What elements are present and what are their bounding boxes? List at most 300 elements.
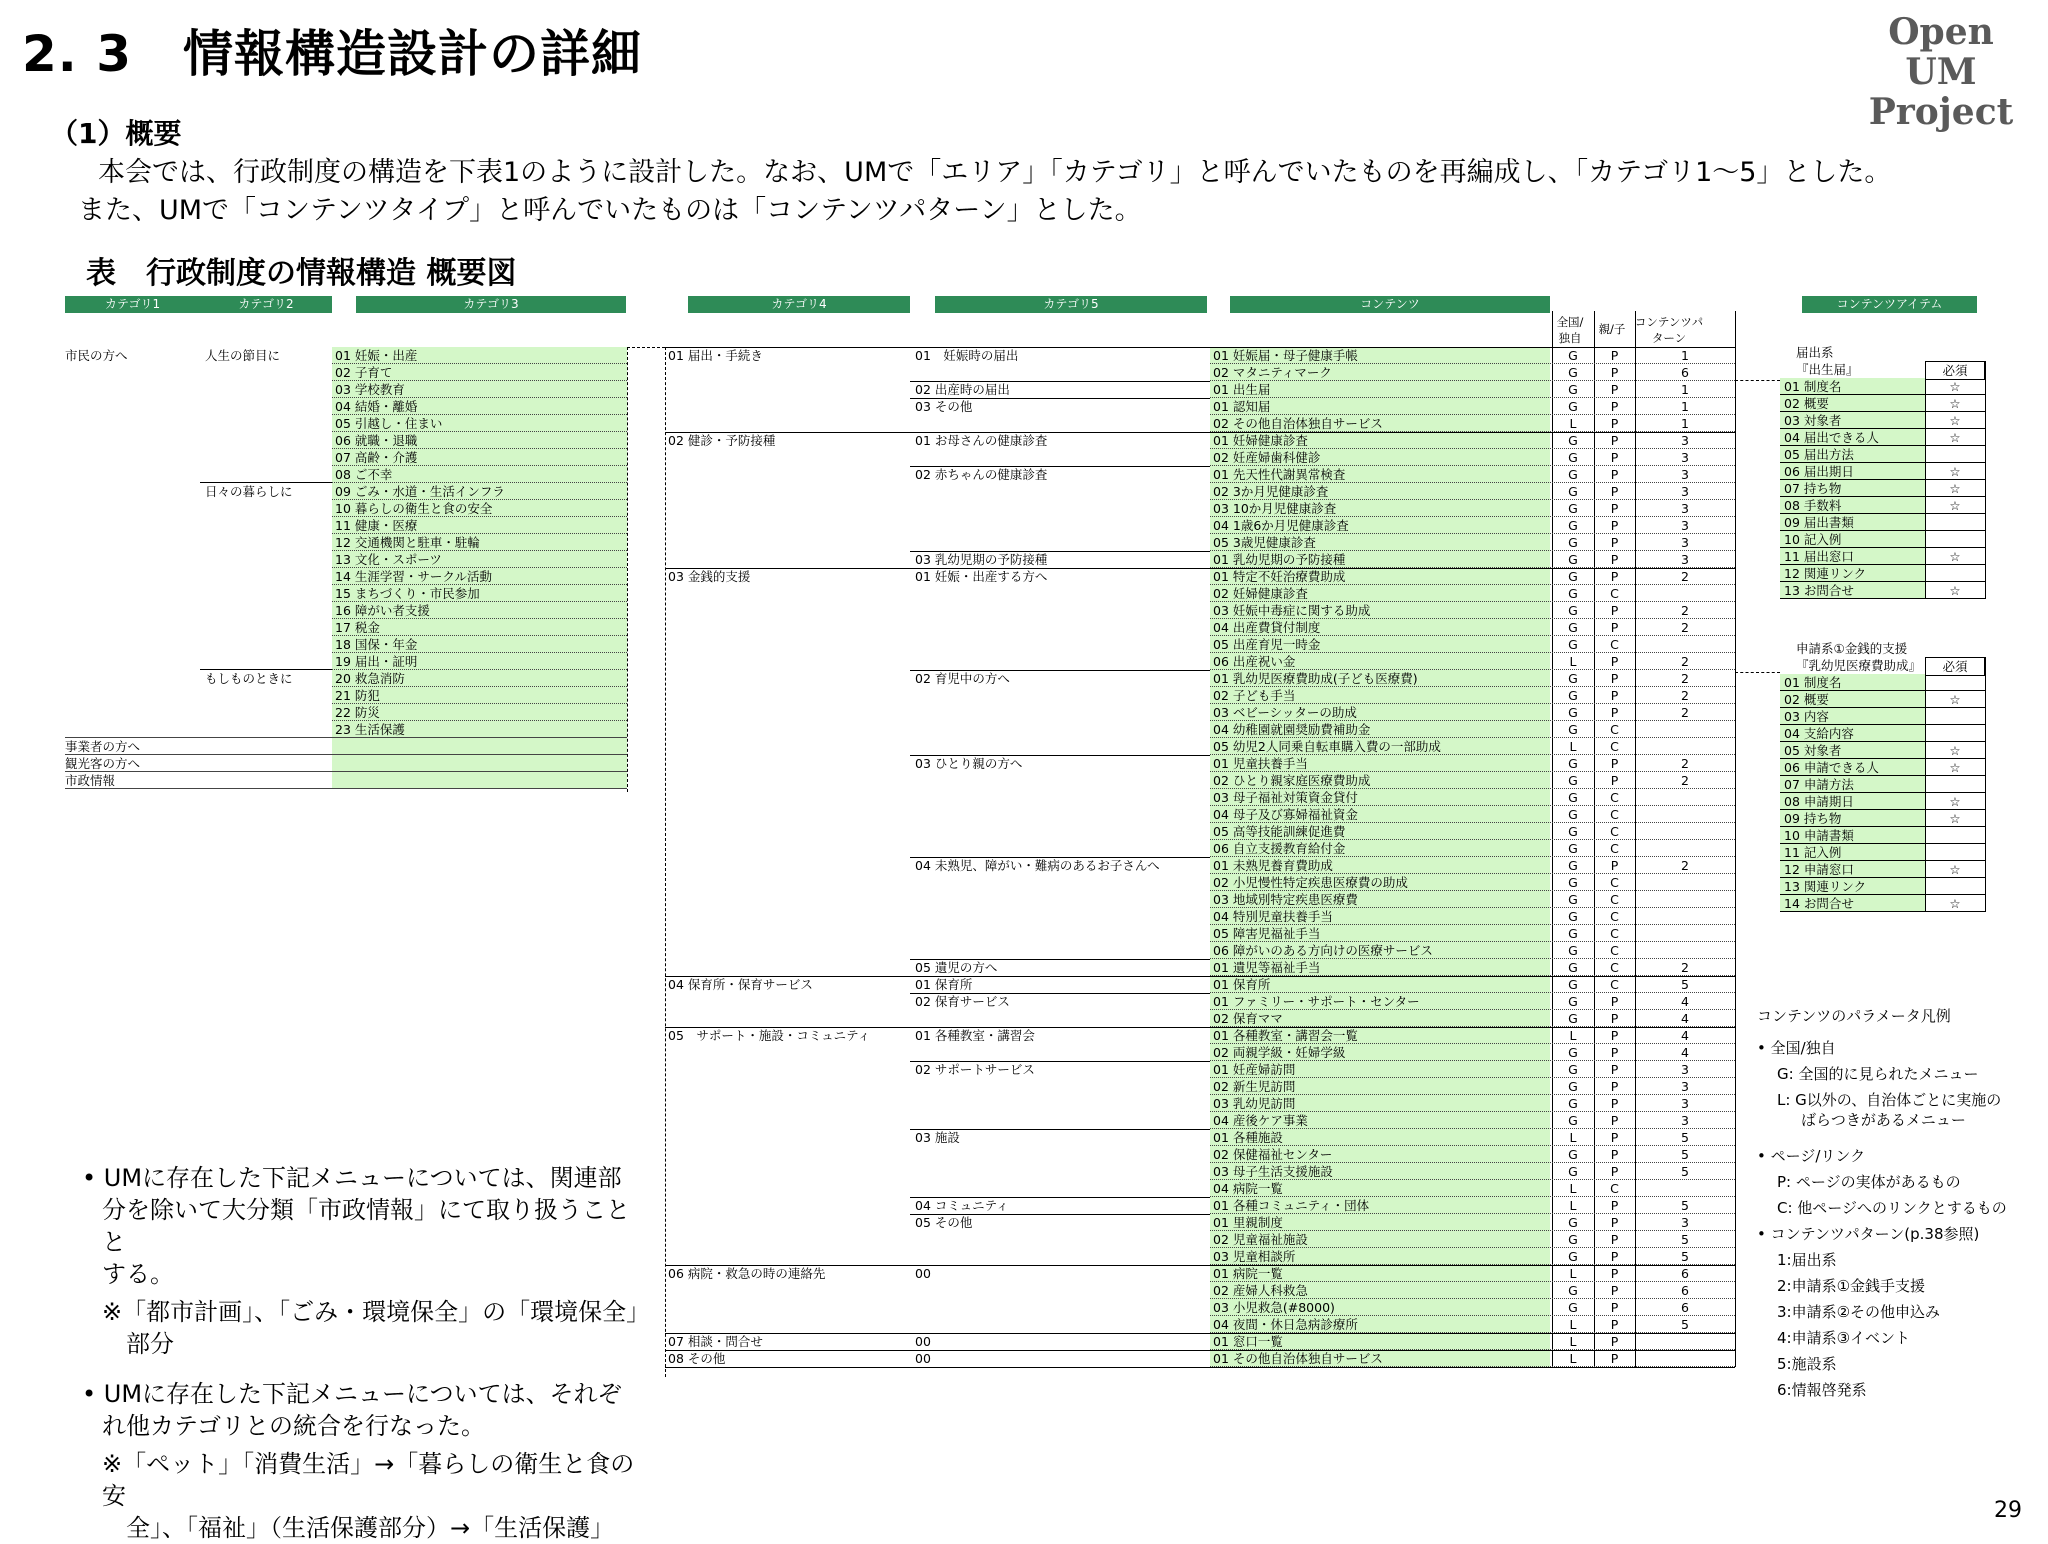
item-label: 07 持ち物 <box>1784 481 1842 496</box>
content-zenkoku: G <box>1568 1045 1578 1060</box>
open-um-project-logo <box>1852 12 2030 132</box>
content-oyako: P <box>1610 1147 1619 1162</box>
content-pattern: 3 <box>1681 1215 1689 1230</box>
content-label: 03 児童相談所 <box>1213 1249 1296 1264</box>
content-oyako: P <box>1610 1351 1619 1366</box>
content-zenkoku: G <box>1568 1215 1578 1230</box>
content-zenkoku: G <box>1568 756 1578 771</box>
content-oyako: P <box>1610 484 1619 499</box>
content-zenkoku: L <box>1569 739 1577 754</box>
content-zenkoku: G <box>1568 858 1578 873</box>
content-zenkoku: G <box>1568 1062 1578 1077</box>
item-label: 07 申請方法 <box>1784 777 1854 792</box>
content-oyako: P <box>1610 1096 1619 1111</box>
content-label: 02 保育ママ <box>1213 1011 1283 1026</box>
cat5-label: 01 妊娠・出産する方へ <box>915 569 1048 584</box>
content-zenkoku: G <box>1568 382 1578 397</box>
content-label: 03 母子生活支援施設 <box>1213 1164 1333 1179</box>
cat5-label: 02 育児中の方へ <box>915 671 1010 686</box>
content-items-medical <box>1780 640 1980 920</box>
content-zenkoku: G <box>1568 1079 1578 1094</box>
connector-dash <box>665 347 666 1377</box>
content-label: 02 妊産婦歯科健診 <box>1213 450 1321 465</box>
content-oyako: P <box>1610 858 1619 873</box>
content-label: 01 病院一覧 <box>1213 1266 1283 1281</box>
content-pattern: 3 <box>1681 1062 1689 1077</box>
content-pattern: 4 <box>1681 994 1689 1009</box>
content-zenkoku: L <box>1569 654 1577 669</box>
content-zenkoku: G <box>1568 1164 1578 1179</box>
content-oyako: P <box>1610 1232 1619 1247</box>
cat5-label: 02 サポートサービス <box>915 1062 1035 1077</box>
content-pattern: 2 <box>1681 858 1689 873</box>
content-oyako: C <box>1610 586 1619 601</box>
content-label: 04 出産費貸付制度 <box>1213 620 1321 635</box>
content-label: 01 ファミリー・サポート・センター <box>1213 994 1420 1009</box>
content-label: 04 母子及び寡婦福祉資金 <box>1213 807 1358 822</box>
content-pattern: 3 <box>1681 433 1689 448</box>
content-oyako: P <box>1610 603 1619 618</box>
content-label: 04 病院一覧 <box>1213 1181 1283 1196</box>
content-label: 01 遺児等福祉手当 <box>1213 960 1321 975</box>
content-oyako: C <box>1610 824 1619 839</box>
note3-line1: • UMに存在した下記メニューについては、それぞ <box>82 1380 622 1408</box>
content-label: 01 保育所 <box>1213 977 1271 992</box>
column-line <box>1925 378 1926 599</box>
content-oyako: C <box>1610 875 1619 890</box>
cat5-label: 04 コミュニティ <box>915 1198 1009 1213</box>
content-pattern: 5 <box>1681 1232 1689 1247</box>
legend-title: コンテンツのパラメータ凡例 <box>1757 1007 1951 1025</box>
content-oyako: P <box>1610 1317 1619 1332</box>
required-header: 必須 <box>1925 657 1985 676</box>
content-label: 01 里親制度 <box>1213 1215 1283 1230</box>
content-label: 06 出産祝い金 <box>1213 654 1296 669</box>
cat3-label: 10 暮らしの衛生と食の安全 <box>335 501 493 516</box>
column-line <box>1985 657 1986 912</box>
content-zenkoku: G <box>1568 994 1578 1009</box>
cat3-label: 06 就職・退職 <box>335 433 418 448</box>
content-pattern: 5 <box>1681 1249 1689 1264</box>
note2-line1: ※「都市計画」、「ごみ・環境保全」の「環境保全」 <box>102 1298 651 1326</box>
content-pattern: 3 <box>1681 535 1689 550</box>
content-zenkoku: G <box>1568 569 1578 584</box>
content-zenkoku: G <box>1568 535 1578 550</box>
cat3-label: 21 防犯 <box>335 688 380 703</box>
header-cat1: カテゴリ1 <box>65 296 200 313</box>
item-label: 05 対象者 <box>1784 743 1842 758</box>
content-oyako: P <box>1610 1215 1619 1230</box>
content-oyako: P <box>1610 1062 1619 1077</box>
content-oyako: C <box>1610 926 1619 941</box>
item-label: 10 申請書類 <box>1784 828 1854 843</box>
content-zenkoku: G <box>1568 467 1578 482</box>
cat3-label: 17 税金 <box>335 620 380 635</box>
content-oyako: P <box>1610 1334 1619 1349</box>
content-oyako: P <box>1610 1045 1619 1060</box>
content-zenkoku: G <box>1568 773 1578 788</box>
content-zenkoku: G <box>1568 875 1578 890</box>
content-pattern: 4 <box>1681 1011 1689 1026</box>
item-label: 06 届出期日 <box>1784 464 1854 479</box>
content-label: 04 特別児童扶養手当 <box>1213 909 1333 924</box>
legend-p3: 3:申請系②その他申込み <box>1777 1303 1941 1321</box>
page-title: 2. 3 情報構造設計の詳細 <box>22 25 642 83</box>
cat5-label: 01 お母さんの健康診査 <box>915 433 1048 448</box>
cat3-label: 09 ごみ・水道・生活インフラ <box>335 484 505 499</box>
content-zenkoku: L <box>1569 1028 1577 1043</box>
item-label: 01 制度名 <box>1784 379 1842 394</box>
cat5-label: 03 乳幼児期の予防接種 <box>915 552 1048 567</box>
group-divider <box>200 482 332 483</box>
content-zenkoku: G <box>1568 1011 1578 1026</box>
content-label: 03 地域別特定疾患医療費 <box>1213 892 1358 907</box>
item-label: 03 対象者 <box>1784 413 1842 428</box>
item-label: 02 概要 <box>1784 396 1829 411</box>
item-required-star: ☆ <box>1949 430 1961 445</box>
legend-g: G: 全国的に見られたメニュー <box>1777 1065 1979 1083</box>
item-required-star: ☆ <box>1949 396 1961 411</box>
content-pattern: 2 <box>1681 603 1689 618</box>
note1-line3: する。 <box>102 1260 174 1288</box>
content-label: 02 子ども手当 <box>1213 688 1296 703</box>
connector-dash <box>1735 672 1780 673</box>
content-zenkoku: G <box>1568 892 1578 907</box>
content-oyako: P <box>1610 1300 1619 1315</box>
content-label: 01 その他自治体独自サービス <box>1213 1351 1383 1366</box>
table-row <box>65 738 627 755</box>
content-oyako: C <box>1610 722 1619 737</box>
cat2-label: もしものときに <box>205 671 293 686</box>
content-pattern: 2 <box>1681 671 1689 686</box>
cat3-label: 12 交通機関と駐車・駐輪 <box>335 535 480 550</box>
content-pattern: 3 <box>1681 518 1689 533</box>
cat3-label: 16 障がい者支援 <box>335 603 430 618</box>
cat5-label: 03 その他 <box>915 399 973 414</box>
content-pattern: 2 <box>1681 569 1689 584</box>
content-zenkoku: G <box>1568 433 1578 448</box>
note1-line1: • UMに存在した下記メニューについては、関連部 <box>82 1164 622 1192</box>
item-label: 05 届出方法 <box>1784 447 1854 462</box>
content-pattern: 3 <box>1681 484 1689 499</box>
item-required-star: ☆ <box>1949 549 1961 564</box>
page-number: 29 <box>1994 1498 2022 1523</box>
content-oyako: P <box>1610 1164 1619 1179</box>
cat5-label: 01 妊娠時の届出 <box>915 348 1019 363</box>
items-title2: 『乳幼児医療費助成』 <box>1796 658 1922 673</box>
content-label: 02 新生児訪問 <box>1213 1079 1296 1094</box>
header-zenkoku: 全国/独自 <box>1556 315 1584 345</box>
content-label: 05 障害児福祉手当 <box>1213 926 1321 941</box>
content-oyako: P <box>1610 450 1619 465</box>
intro-line1: 本会では、行政制度の構造を下表1のように設計した。なお、UMで「エリア」「カテゴリ」と呼んでいたものを再編成し、「カテゴリ1～5」とした。 <box>98 157 1892 188</box>
cat3-label: 08 ご不幸 <box>335 467 393 482</box>
cat5-label: 00 <box>915 1334 931 1349</box>
content-label: 03 ベビーシッターの助成 <box>1213 705 1357 720</box>
cat1-label: 市政情報 <box>65 773 116 788</box>
content-zenkoku: G <box>1568 501 1578 516</box>
content-oyako: P <box>1610 1028 1619 1043</box>
content-zenkoku: G <box>1568 365 1578 380</box>
legend <box>1757 1006 2007 1400</box>
item-label: 12 申請窓口 <box>1784 862 1854 877</box>
note1-line2: 分を除いて大分類「市政情報」にて取り扱うことと <box>102 1196 630 1256</box>
item-label: 04 支給内容 <box>1784 726 1854 741</box>
content-zenkoku: L <box>1569 1198 1577 1213</box>
content-zenkoku: G <box>1568 1300 1578 1315</box>
content-label: 01 各種施設 <box>1213 1130 1283 1145</box>
header-pattern: コンテンツパターン <box>1634 315 1704 345</box>
legend-p2: 2:申請系①金銭手支援 <box>1777 1277 1926 1295</box>
content-oyako: C <box>1610 807 1619 822</box>
item-label: 13 関連リンク <box>1784 879 1867 894</box>
content-label: 01 特定不妊治療費助成 <box>1213 569 1346 584</box>
connector-dash <box>627 347 665 348</box>
item-label: 11 記入例 <box>1784 845 1842 860</box>
required-header: 必須 <box>1925 361 1985 380</box>
content-oyako: P <box>1610 501 1619 516</box>
item-label: 11 届出窓口 <box>1784 549 1854 564</box>
content-label: 03 母子福祉対策資金貸付 <box>1213 790 1358 805</box>
cat4-label: 07 相談・問合せ <box>668 1334 763 1349</box>
items-title1: 申請系①金銭的支援 <box>1796 641 1908 656</box>
content-label: 06 障がいのある方向けの医療サービス <box>1213 943 1433 958</box>
content-zenkoku: G <box>1568 1113 1578 1128</box>
table-title: 表 行政制度の情報構造 概要図 <box>86 256 517 291</box>
column-line <box>1985 361 1986 599</box>
header-contents: コンテンツ <box>1230 296 1550 313</box>
content-oyako: P <box>1610 467 1619 482</box>
item-required-star: ☆ <box>1949 498 1961 513</box>
logo-line1: Open UM <box>1888 11 1994 93</box>
content-pattern: 5 <box>1681 1147 1689 1162</box>
content-zenkoku: L <box>1569 416 1577 431</box>
item-label: 14 お問合せ <box>1784 896 1854 911</box>
legend-l2: ばらつきがあるメニュー <box>1801 1111 1966 1129</box>
item-required-star: ☆ <box>1949 743 1961 758</box>
content-oyako: C <box>1610 841 1619 856</box>
content-oyako: P <box>1610 1011 1619 1026</box>
content-pattern: 4 <box>1681 1045 1689 1060</box>
main-table <box>665 347 1735 1377</box>
cat2-label: 人生の節目に <box>205 348 281 363</box>
cat5-label: 00 <box>915 1266 931 1281</box>
content-pattern: 4 <box>1681 1028 1689 1043</box>
content-label: 01 乳幼児医療費助成(子ども医療費) <box>1213 671 1418 686</box>
cat3-label: 02 子育て <box>335 365 393 380</box>
content-zenkoku: G <box>1568 943 1578 958</box>
cat3-label: 23 生活保護 <box>335 722 405 737</box>
content-label: 01 児童扶養手当 <box>1213 756 1308 771</box>
content-pattern: 6 <box>1681 1300 1689 1315</box>
content-oyako: P <box>1610 773 1619 788</box>
content-oyako: P <box>1610 705 1619 720</box>
content-label: 01 先天性代謝異常検査 <box>1213 467 1346 482</box>
cat3-label: 11 健康・医療 <box>335 518 418 533</box>
column-line <box>1925 674 1926 912</box>
cat5-label: 02 保育サービス <box>915 994 1010 1009</box>
content-label: 02 妊婦健康診査 <box>1213 586 1308 601</box>
content-oyako: P <box>1610 688 1619 703</box>
column-line <box>1735 311 1736 1367</box>
legend-p6: 6:情報啓発系 <box>1777 1381 1867 1399</box>
content-zenkoku: L <box>1569 1130 1577 1145</box>
legend-bullet-pattern: • コンテンツパターン(p.38参照) <box>1757 1225 1980 1243</box>
content-label: 01 乳幼児期の予防接種 <box>1213 552 1346 567</box>
content-oyako: P <box>1610 1079 1619 1094</box>
content-zenkoku: G <box>1568 399 1578 414</box>
content-label: 01 出生届 <box>1213 382 1271 397</box>
content-oyako: C <box>1610 637 1619 652</box>
content-label: 02 小児慢性特定疾患医療費の助成 <box>1213 875 1408 890</box>
items-title1: 届出系 <box>1796 345 1834 360</box>
content-label: 02 保健福祉センター <box>1213 1147 1333 1162</box>
content-pattern: 3 <box>1681 1113 1689 1128</box>
content-zenkoku: G <box>1568 807 1578 822</box>
left-table <box>65 347 627 792</box>
content-zenkoku: G <box>1568 1147 1578 1162</box>
header-cat2: カテゴリ2 <box>200 296 332 313</box>
content-label: 01 未熟児養育費助成 <box>1213 858 1333 873</box>
content-pattern: 2 <box>1681 773 1689 788</box>
content-pattern: 6 <box>1681 1283 1689 1298</box>
content-items-birth <box>1780 344 1980 604</box>
cat4-label: 01 届出・手続き <box>668 348 763 363</box>
cat1-label: 市民の方へ <box>65 348 128 363</box>
header-cat4: カテゴリ4 <box>688 296 910 313</box>
legend-bullet-page: • ページ/リンク <box>1757 1147 1866 1165</box>
content-oyako: P <box>1610 416 1619 431</box>
content-zenkoku: G <box>1568 348 1578 363</box>
legend-p1: 1:届出系 <box>1777 1251 1837 1269</box>
cat1-label: 観光客の方へ <box>65 756 141 771</box>
item-label: 10 記入例 <box>1784 532 1842 547</box>
content-label: 03 乳幼児訪問 <box>1213 1096 1296 1111</box>
content-zenkoku: G <box>1568 1283 1578 1298</box>
content-zenkoku: G <box>1568 790 1578 805</box>
content-label: 02 産婦人科救急 <box>1213 1283 1308 1298</box>
section-heading: （1）概要 <box>50 117 182 150</box>
content-label: 01 妊婦健康診査 <box>1213 433 1308 448</box>
content-label: 02 その他自治体独自サービス <box>1213 416 1383 431</box>
content-label: 01 各種教室・講習会一覧 <box>1213 1028 1358 1043</box>
content-zenkoku: G <box>1568 841 1578 856</box>
content-label: 05 高等技能訓練促進費 <box>1213 824 1346 839</box>
cat3-label: 13 文化・スポーツ <box>335 552 442 567</box>
content-label: 04 夜間・休日急病診療所 <box>1213 1317 1358 1332</box>
table-row <box>65 755 627 772</box>
content-pattern: 2 <box>1681 960 1689 975</box>
content-pattern: 3 <box>1681 501 1689 516</box>
header-cat5: カテゴリ5 <box>935 296 1207 313</box>
content-zenkoku: L <box>1569 1334 1577 1349</box>
cat4-label: 05 サポート・施設・コミュニティ <box>668 1028 871 1043</box>
content-pattern: 3 <box>1681 1079 1689 1094</box>
content-zenkoku: G <box>1568 552 1578 567</box>
item-required-star: ☆ <box>1949 760 1961 775</box>
note4-line2: 全」、「福祉」（生活保護部分）→「生活保護」 <box>126 1514 615 1542</box>
content-zenkoku: G <box>1568 705 1578 720</box>
content-label: 02 3か月児健康診査 <box>1213 484 1329 499</box>
item-label: 03 内容 <box>1784 709 1829 724</box>
content-zenkoku: G <box>1568 1249 1578 1264</box>
note2-line2: 部分 <box>126 1330 174 1358</box>
content-oyako: P <box>1610 1249 1619 1264</box>
content-label: 01 妊産婦訪問 <box>1213 1062 1296 1077</box>
cat5-label: 01 各種教室・講習会 <box>915 1028 1035 1043</box>
item-label: 09 持ち物 <box>1784 811 1842 826</box>
item-label: 04 届出できる人 <box>1784 430 1879 445</box>
item-required-star: ☆ <box>1949 583 1961 598</box>
cat3-label: 15 まちづくり・市民参加 <box>335 586 480 601</box>
legend-c: C: 他ページへのリンクとするもの <box>1777 1199 2007 1217</box>
content-oyako: P <box>1610 365 1619 380</box>
content-zenkoku: G <box>1568 824 1578 839</box>
cat1-label: 事業者の方へ <box>65 739 141 754</box>
cat5-label: 05 遺児の方へ <box>915 960 998 975</box>
content-oyako: P <box>1610 671 1619 686</box>
content-label: 06 自立支援教育給付金 <box>1213 841 1346 856</box>
content-label: 03 小児救急(#8000) <box>1213 1300 1335 1315</box>
content-zenkoku: G <box>1568 620 1578 635</box>
cat3-label: 07 高齢・介護 <box>335 450 418 465</box>
content-label: 01 窓口一覧 <box>1213 1334 1283 1349</box>
logo-line2: Project <box>1868 91 2014 133</box>
content-label: 03 10か月児健康診査 <box>1213 501 1337 516</box>
content-pattern: 2 <box>1681 756 1689 771</box>
content-zenkoku: G <box>1568 450 1578 465</box>
content-zenkoku: G <box>1568 977 1578 992</box>
cat5-label: 02 出産時の届出 <box>915 382 1010 397</box>
cat3-label: 22 防災 <box>335 705 380 720</box>
content-pattern: 1 <box>1681 416 1689 431</box>
content-zenkoku: L <box>1569 1181 1577 1196</box>
content-zenkoku: G <box>1568 586 1578 601</box>
cat3-label: 18 国保・年金 <box>335 637 418 652</box>
table-bottom <box>665 1367 1735 1368</box>
content-pattern: 2 <box>1681 688 1689 703</box>
item-required-star: ☆ <box>1949 481 1961 496</box>
content-oyako: P <box>1610 535 1619 550</box>
item-required-star: ☆ <box>1949 413 1961 428</box>
item-label: 01 制度名 <box>1784 675 1842 690</box>
content-oyako: P <box>1610 518 1619 533</box>
content-pattern: 5 <box>1681 1164 1689 1179</box>
cat2-label: 日々の暮らしに <box>205 484 293 499</box>
content-zenkoku: G <box>1568 484 1578 499</box>
cat3-label: 04 結婚・離婚 <box>335 399 418 414</box>
intro-line2: また、UMで「コンテンツタイプ」と呼んでいたものは「コンテンツパターン」とした。 <box>78 195 1142 226</box>
content-oyako: C <box>1610 960 1619 975</box>
content-label: 05 3歳児健康診査 <box>1213 535 1316 550</box>
content-oyako: C <box>1610 1181 1619 1196</box>
cat5-label: 00 <box>915 1351 931 1366</box>
content-zenkoku: G <box>1568 909 1578 924</box>
content-oyako: P <box>1610 399 1619 414</box>
content-pattern: 3 <box>1681 467 1689 482</box>
note4-line1: ※「ペット」「消費生活」→「暮らしの衛生と食の安 <box>102 1450 635 1510</box>
content-oyako: P <box>1610 569 1619 584</box>
content-zenkoku: G <box>1568 637 1578 652</box>
cat3-label: 19 届出・証明 <box>335 654 418 669</box>
content-zenkoku: G <box>1568 518 1578 533</box>
notes <box>82 1162 651 1544</box>
item-label: 09 届出書類 <box>1784 515 1854 530</box>
item-required-star: ☆ <box>1949 379 1961 394</box>
content-zenkoku: G <box>1568 1096 1578 1111</box>
items-title2: 『出生届』 <box>1796 362 1859 377</box>
item-required-star: ☆ <box>1949 794 1961 809</box>
